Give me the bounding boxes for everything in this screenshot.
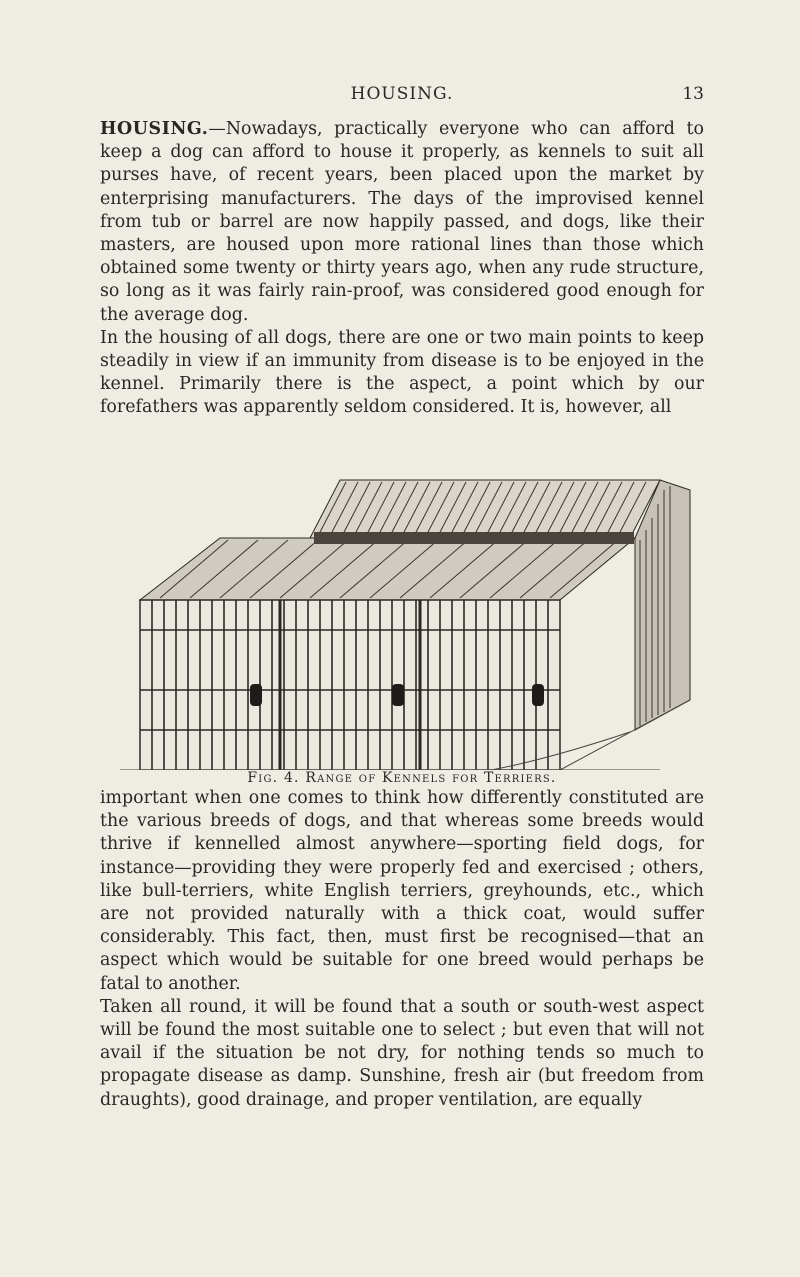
top-text-block [100, 118, 704, 420]
section-heading: HOUSING. [100, 119, 209, 139]
roof-ridge [314, 532, 634, 544]
figure-caption: Fig. 4. Range of Kennels for Terriers. [247, 770, 557, 786]
bottom-text-block [100, 787, 704, 1112]
page-header [100, 84, 704, 108]
paragraph [100, 118, 704, 327]
kennel-engraving [100, 400, 720, 770]
page-number: 13 [682, 84, 704, 104]
end-wall [635, 480, 690, 730]
paragraph: important when one comes to think how differently constituted are the various breeds of dogs, and that whereas some breeds would thrive if kennelled almost anywhere—sporting field dogs, for instance—providing they were properly fed and exercised ; others, like bull-terriers, white English terriers, greyhounds, etc., which are not provided naturally with a thick coat, would suffer considerably. This fact, then, must first be recognised—that an aspect which would be suitable for one breed would perhaps be fatal to another. [100, 788, 704, 994]
running-head: HOUSING. [350, 84, 454, 104]
paragraph: In the housing of all dogs, there are one or two main points to keep steadily in view if an immunity from disease is to be enjoyed in the kennel. Primarily there is the aspect, a point which by our forefathers was apparently seldom considered. It is, however, all [100, 327, 704, 418]
kennel-front [140, 600, 560, 770]
kennel-illustration [100, 400, 720, 780]
paragraph-text: —Nowadays, practically everyone who can afford to keep a dog can afford to house it properly, as kennels to suit all purses have, of recent years, been placed upon the market by enterprising manufacturers. The days of the improvised kennel from tub or barrel are now happily passed, and dogs, like their masters, are housed upon more rational lines than those which obtained some twenty or thirty years ago, when any rude structure, so long as it was fairly rain-proof, was considered good enough for the average dog. [100, 119, 704, 325]
paragraph: Taken all round, it will be found that a south or south-west aspect will be found the most suitable one to select ; but even that will not avail if the situation be not dry, for nothing tends so much to propagate disease as damp. Sunshine, fresh air (but freedom from draughts), good drainage, and proper ventilation, are equally [100, 996, 704, 1110]
